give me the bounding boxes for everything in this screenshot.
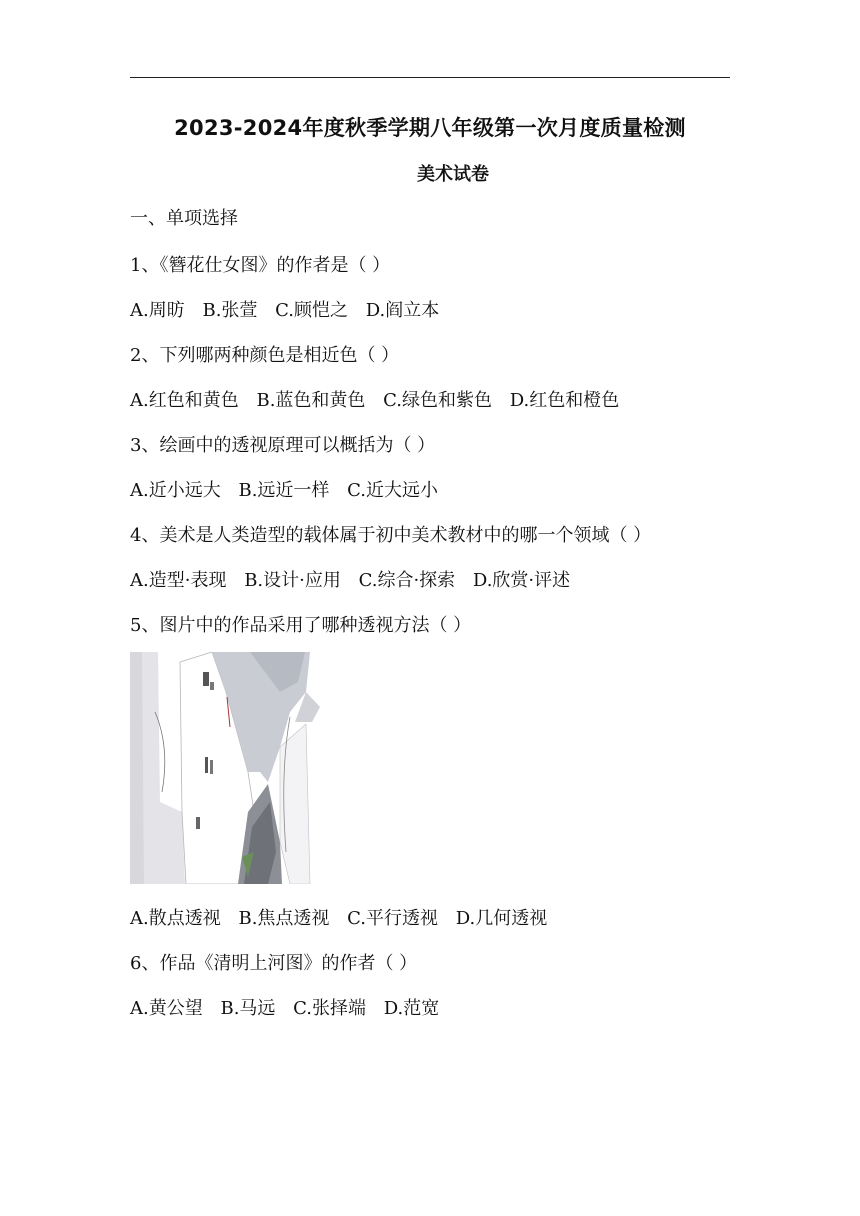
- option-a: A.周昉: [130, 300, 185, 321]
- option-a: A.散点透视: [130, 908, 221, 929]
- question-5-options: [130, 904, 559, 930]
- exam-subtitle: 美术试卷: [417, 164, 489, 185]
- option-b: B.马远: [220, 998, 276, 1019]
- question-5-stem: 5、图片中的作品采用了哪种透视方法（ ）: [130, 615, 472, 636]
- option-d: D.欣赏·评述: [472, 570, 571, 591]
- question-1-stem: 1、《簪花仕女图》的作者是（ ）: [130, 255, 391, 276]
- option-a: A.近小远大: [130, 480, 221, 501]
- option-c: C.近大远小: [347, 480, 439, 501]
- option-c: C.绿色和紫色: [383, 390, 493, 411]
- option-d: D.几何透视: [455, 908, 548, 929]
- option-b: B.焦点透视: [238, 908, 330, 929]
- section-heading: 一、单项选择: [130, 208, 238, 229]
- option-c: C.综合·探索: [358, 570, 456, 591]
- option-b: B.蓝色和黄色: [256, 390, 366, 411]
- header-rule: [130, 77, 730, 78]
- option-a: A.红色和黄色: [130, 390, 239, 411]
- exam-title: 2023-2024年度秋季学期八年级第一次月度质量检测: [174, 116, 686, 140]
- option-d: D.阎立本: [365, 300, 440, 321]
- option-b: B.张萱: [202, 300, 258, 321]
- question-4-options: [130, 566, 582, 592]
- question-2-options: [130, 386, 631, 412]
- question-1-options: [130, 296, 451, 322]
- question-4-stem: 4、美术是人类造型的载体属于初中美术教材中的哪一个领域（ ）: [130, 525, 652, 546]
- option-a: A.造型·表现: [130, 570, 227, 591]
- question-2-stem: 2、下列哪两种颜色是相近色（ ）: [130, 345, 400, 366]
- question-3-options: [130, 476, 450, 502]
- option-a: A.黄公望: [130, 998, 203, 1019]
- option-d: D.范宽: [383, 998, 440, 1019]
- option-b: B.设计·应用: [244, 570, 341, 591]
- option-c: C.顾恺之: [275, 300, 349, 321]
- option-b: B.远近一样: [238, 480, 330, 501]
- alley-painting-image: [130, 652, 337, 884]
- question-6-options: [130, 994, 451, 1020]
- option-c: C.平行透视: [347, 908, 439, 929]
- option-d: D.红色和橙色: [509, 390, 620, 411]
- question-6-stem: 6、作品《清明上河图》的作者（ ）: [130, 953, 418, 974]
- question-3-stem: 3、绘画中的透视原理可以概括为（ ）: [130, 435, 436, 456]
- option-c: C.张择端: [293, 998, 367, 1019]
